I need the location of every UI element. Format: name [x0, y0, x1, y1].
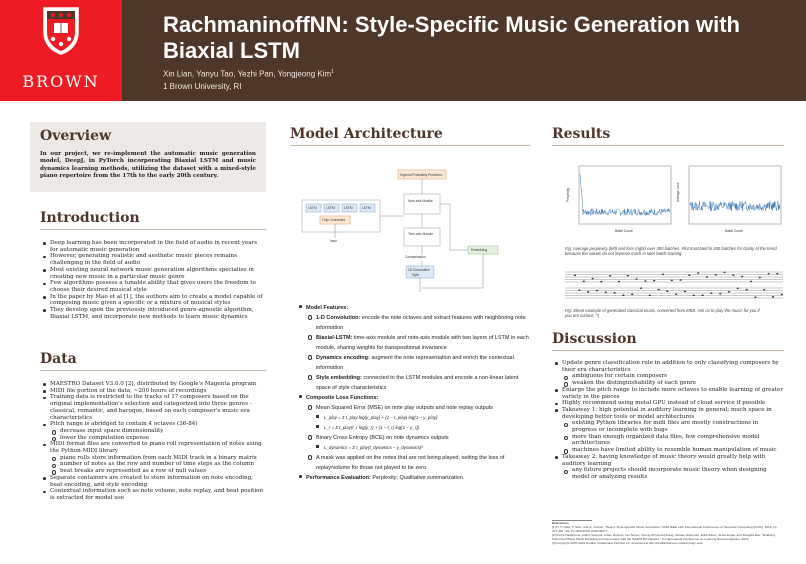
model-features: [296, 303, 530, 483]
references: [552, 522, 784, 545]
diagram-label: Input: [330, 239, 338, 243]
note-head: [649, 295, 651, 297]
diagram-label: 1D Convolution: [408, 268, 430, 272]
list-item: Takeaway 2: having knowledge of music theory would greatly help with auditory learning: [552, 454, 784, 467]
model-sublist: [296, 403, 530, 413]
feature-term: Biaxial-LSTM:: [316, 335, 353, 341]
architecture-diagram: [290, 158, 530, 303]
list-item: weaken the distinguishability of each genre: [552, 380, 784, 387]
note-head: [644, 280, 646, 282]
discussion-list: [552, 387, 784, 421]
diagram-label: Time-axis Module: [408, 232, 434, 236]
model-sublist: [296, 313, 530, 393]
diagram-label: LSTM: [308, 206, 317, 210]
model-list: [296, 303, 530, 313]
note-head: [746, 289, 748, 291]
list-item: [296, 393, 530, 403]
data-divider: [40, 370, 266, 371]
poster-title: RachmaninoffNN: Style-Specific Music Generation with Biaxial LSTM: [163, 12, 740, 63]
diagram-label: Sigmoid Probability Prediction: [400, 173, 443, 177]
diagram-label: Fully Connected: [322, 218, 346, 222]
logo-wordmark: BROWN: [22, 72, 100, 91]
list-item: [296, 333, 530, 353]
list-item: [296, 353, 530, 373]
equation: L_play = Σ t_play log(y_play) + (1 − t_play) log(1 − y_play): [324, 415, 438, 420]
note-head: [750, 281, 752, 283]
discussion-sublist: [552, 467, 784, 480]
loss-plot: [675, 160, 785, 240]
plot-frame: [689, 166, 781, 224]
list-item: ambiguous for certain composers: [552, 373, 784, 380]
note-head: [671, 280, 673, 282]
diagram-label: LSTM: [344, 206, 353, 210]
affiliation: 1 Brown University, RI: [163, 82, 242, 91]
note-head: [763, 289, 765, 291]
note-head: [776, 273, 778, 275]
list-item: [296, 313, 530, 333]
note-head: [653, 280, 655, 282]
list-item: beat breaks are represented as a row of null values: [40, 468, 266, 475]
equation-list: [296, 413, 530, 433]
loss-label: Composite Loss Functions:: [306, 395, 379, 401]
model-section-header: [290, 126, 530, 146]
list-item: [296, 473, 530, 483]
model-sublist: [296, 453, 530, 473]
list-item: piano rolls store information from each MIDI track in a binary matrix: [40, 455, 266, 462]
note-head: [636, 278, 638, 280]
discussion-list: [552, 360, 784, 373]
diagram-label: Embedding: [471, 248, 488, 252]
note-head: [680, 279, 682, 281]
feature-desc: encode the note octaves and extract features with neighboring note information: [316, 315, 526, 331]
plot-caption: Fig: Average perplexity (left) and loss (right) over 300 batches. Plot truncated to 300 batches for clarity of the trend because the values do not improve much in later batch training.: [565, 246, 777, 257]
list-item: Training data is restricted to the tracks of 17 composers based on the original implementation's selection and categorized into three genres - classical, romantic, and baroque, based on each composer's music era characteristics: [40, 394, 266, 421]
features-label: Model Features:: [306, 305, 349, 311]
equation-item: [296, 413, 530, 423]
equation-item: [296, 423, 530, 433]
y-axis-label: Average Loss: [676, 182, 680, 202]
diagram-label: Style: [412, 273, 420, 277]
note-head: [732, 274, 734, 276]
note-head: [715, 274, 717, 276]
list-item: Few algorithms possess a tunable ability that gives users the freedom to choose their desired musical style: [40, 280, 266, 293]
note-head: [600, 281, 602, 283]
perf-desc: Perplexity; Qualitative summarization.: [370, 475, 465, 481]
results-title: Results: [552, 126, 611, 142]
author-superscript: 1: [331, 69, 334, 75]
note-head: [592, 278, 594, 280]
diagram-label: Concatenation: [405, 255, 426, 259]
equation-list: [296, 443, 530, 453]
model-list: [296, 473, 530, 483]
list-item: existing Python libraries for midi files are mostly constructions in progress or incomplete with bugs: [552, 420, 784, 433]
overview-section: [30, 122, 266, 192]
list-item: Separate containers are created to store information on note encoding, beat encoding, and style encoding: [40, 475, 266, 488]
list-item: They develop upon the previously introduced genre-agnostic algorithm, Biaxial LSTM, and incorporate new methods to learn music dynamics: [40, 307, 266, 320]
sheet-music-image: [565, 268, 783, 302]
introduction-list: [40, 240, 266, 320]
diagram-label: LSTM: [326, 206, 335, 210]
note-head: [724, 271, 726, 273]
list-item: [296, 303, 530, 313]
overview-text: In our project, we re-implement the automatic music generation model, DeepJ, in PyTorch incorporating Biaxial LSTM and music dynamics learning methods, utilizing the dataset with a mixed-style piano repertoire from the 17th to the early 20th century.: [40, 151, 256, 179]
note-head: [614, 292, 616, 294]
discussion-sublist: [552, 373, 784, 386]
reference-item: [2] Curtis Hawthorne, Andriy Stasyuk, Adam Roberts, Ian Simon, Cheng-Zhi Anna Huang, Sander Dieleman, Erich Elsen, Jesse Engel, and Douglas Eck. "Enabling Factorized Piano Music Modeling and Generation with the MAESTRO Dataset." In International Conference on Learning Representations, 2019.: [552, 532, 775, 541]
introduction-divider: [40, 229, 266, 230]
reference-item: [1] H. H. Mao, T. Shin, and G. Cottrell, "DeepJ: Style-Specific Music Generation" 2018 IEEE 12th International Conference on Semantic Computing (ICSC), 2018, pp. 377-382, doi: 10.1109/ICSC.2018.00077.: [552, 524, 778, 533]
note-head: [759, 277, 761, 279]
data-sublist: [40, 455, 266, 475]
feature-desc: connected to the LSTM modules and encode a non-linear latent space of style characteristics: [316, 375, 519, 391]
discussion-sublist: [552, 420, 784, 454]
diagram-label: Note-axis Module: [408, 199, 433, 203]
discussion-list: [552, 454, 784, 467]
note-head: [706, 276, 708, 278]
equation-item: [296, 443, 530, 453]
list-item: MIDI file portion of the data, ~200 hours of recordings: [40, 388, 266, 395]
perf-label: Performance Evaluation:: [306, 475, 371, 481]
note-head: [693, 294, 695, 296]
list-item: Mean Squared Error (MSE) on note play outputs and note replay outputs: [296, 403, 530, 413]
music-notes: [574, 271, 783, 297]
brown-logo: [0, 0, 122, 101]
list-item: Highly recommend using metal GPU instead of cloud service if possible: [552, 400, 784, 407]
introduction-title: Introduction: [40, 210, 140, 226]
note-head: [741, 276, 743, 278]
x-axis-label: Batch Count: [725, 229, 743, 233]
diagram-label: LSTM: [362, 206, 371, 210]
list-item: A mask was applied on the notes that are not being played, setting the loss of replay/volume for those not played to be zero.: [296, 453, 530, 473]
discussion-section: [552, 360, 784, 481]
list-item: Enlarge the pitch range to include more octaves to enable learning of greater variety in the pieces: [552, 387, 784, 400]
model-list: [296, 393, 530, 403]
poster-header: [0, 0, 806, 101]
note-head: [578, 289, 580, 291]
note-head: [697, 272, 699, 274]
list-item: [296, 373, 530, 393]
list-item: decrease input space dimensionality: [40, 428, 266, 435]
note-head: [688, 274, 690, 276]
diagram-arrow: [440, 204, 468, 250]
data-section: [40, 351, 266, 502]
note-head: [675, 293, 677, 295]
equation: L_dynamics = Σ t_play(t_dynamics − y_dynamics)²: [324, 445, 423, 450]
data-sublist: [40, 428, 266, 441]
feature-term: Dynamics encoding:: [316, 355, 370, 361]
note-head: [710, 292, 712, 294]
note-head: [640, 287, 642, 289]
note-head: [631, 294, 633, 296]
feature-term: Style embedding:: [316, 375, 362, 381]
note-head: [781, 294, 783, 296]
note-head: [662, 274, 664, 276]
note-head: [605, 292, 607, 294]
list-item: Most existing neural network music generation algorithms specialize in creating new music in a particular music genre: [40, 267, 266, 280]
note-head: [622, 294, 624, 296]
list-item: any future projects should incorporate music theory when designing model or analyzing results: [552, 467, 784, 480]
authors: [163, 69, 334, 79]
list-item: machines have limited ability to resemble human manipulation of music: [552, 447, 784, 454]
note-head: [587, 291, 589, 293]
model-title: Model Architecture: [290, 126, 443, 142]
equation: L_r = Σ t_play(t_r log(y_r) + (1 − t_r) log(1 − y_r)): [324, 425, 420, 430]
note-head: [583, 281, 585, 283]
time-axis-module: [404, 228, 440, 246]
list-item: However, generating realistic and aesthetic music pieces remains challenging in the field of audio: [40, 253, 266, 266]
x-axis-label: Batch Count: [615, 229, 633, 233]
model-sublist: [296, 433, 530, 443]
data-list: [40, 441, 266, 454]
author-names: Xin Lian, Yanyu Tao, Yezhi Pan, Yongjeong Kim: [163, 69, 332, 79]
note-head: [719, 293, 721, 295]
y-axis-label: Perplexity: [566, 188, 570, 202]
staff-lines: [565, 272, 783, 298]
list-item: Update genre classification rule in addition to only classifying composers by their era characteristics: [552, 360, 784, 373]
list-item: In the paper by Mao et al [1], the authors aim to create a model capable of composing music given a specific or a mixture of musical styles: [40, 294, 266, 307]
list-item: Pitch range is abridged to contain 4 octaves (36-84): [40, 421, 266, 428]
list-item: lower the computation expense: [40, 435, 266, 442]
list-item: more than enough organized data files, few comprehensive model architectures: [552, 434, 784, 447]
note-axis-module: [404, 194, 440, 214]
list-item: Deep learning has been incorporated in the field of audio in recent years for automatic music generation: [40, 240, 266, 253]
list-item: Contextual information such as note volume, note replay, and beat position is extracted for model use: [40, 488, 266, 501]
feature-desc: augment the note representation and enrich the contextual information: [316, 355, 514, 371]
reference-item: [3] Copyright 2007-2022 Hodliar Yudianhana Perivinu LA. Accessed at http://hodliarrbersvos.master/reign.test/: [552, 540, 703, 545]
note-head: [728, 291, 730, 293]
note-head: [666, 290, 668, 292]
references-label: References: [552, 521, 569, 525]
data-title: Data: [40, 351, 77, 367]
note-head: [684, 291, 686, 293]
note-head: [702, 294, 704, 296]
model-divider: [290, 145, 530, 146]
discussion-section-header: [552, 331, 784, 351]
sheet-caption: Fig: Sheet example of generated classical music, converted from MIDI. Ask us to play the music for you if you are curious :^): [565, 308, 760, 319]
note-head: [772, 296, 774, 298]
note-head: [754, 296, 756, 298]
list-item: Binary Cross Entropy (BCE) on note dynamics outputs: [296, 433, 530, 443]
list-item: MIDI format files are converted to piano roll representation of notes using the Python-MIDI library: [40, 441, 266, 454]
note-head: [737, 287, 739, 289]
results-section-header: [552, 126, 784, 146]
list-item: MAESTRO Dataset V3.0.0 [2], distributed by Google's Magenta program: [40, 381, 266, 388]
note-head: [596, 290, 598, 292]
feature-term: 1-D Convolution:: [316, 315, 361, 321]
discussion-title: Discussion: [552, 331, 637, 347]
discussion-divider: [552, 350, 784, 351]
overview-title: Overview: [40, 128, 112, 144]
note-head: [768, 273, 770, 275]
list-item: Takeaway 1: high potential in auditory learning in general; much space in developing better tools or model architectures: [552, 407, 784, 420]
note-head: [574, 275, 576, 277]
data-list: [40, 475, 266, 502]
list-item: number of notes as the row and number of time steps as the column: [40, 461, 266, 468]
introduction-section: [40, 210, 266, 320]
note-head: [618, 281, 620, 283]
note-head: [609, 275, 611, 277]
results-divider: [552, 145, 784, 146]
shield-icon: [42, 6, 80, 56]
data-list: [40, 381, 266, 428]
note-head: [658, 289, 660, 291]
feature-desc: time-axis module and note-axis module with two layers of LSTM in each module, sharing weights for transpositional invariance: [316, 335, 529, 351]
note-head: [627, 275, 629, 277]
perplexity-plot: [565, 160, 675, 240]
